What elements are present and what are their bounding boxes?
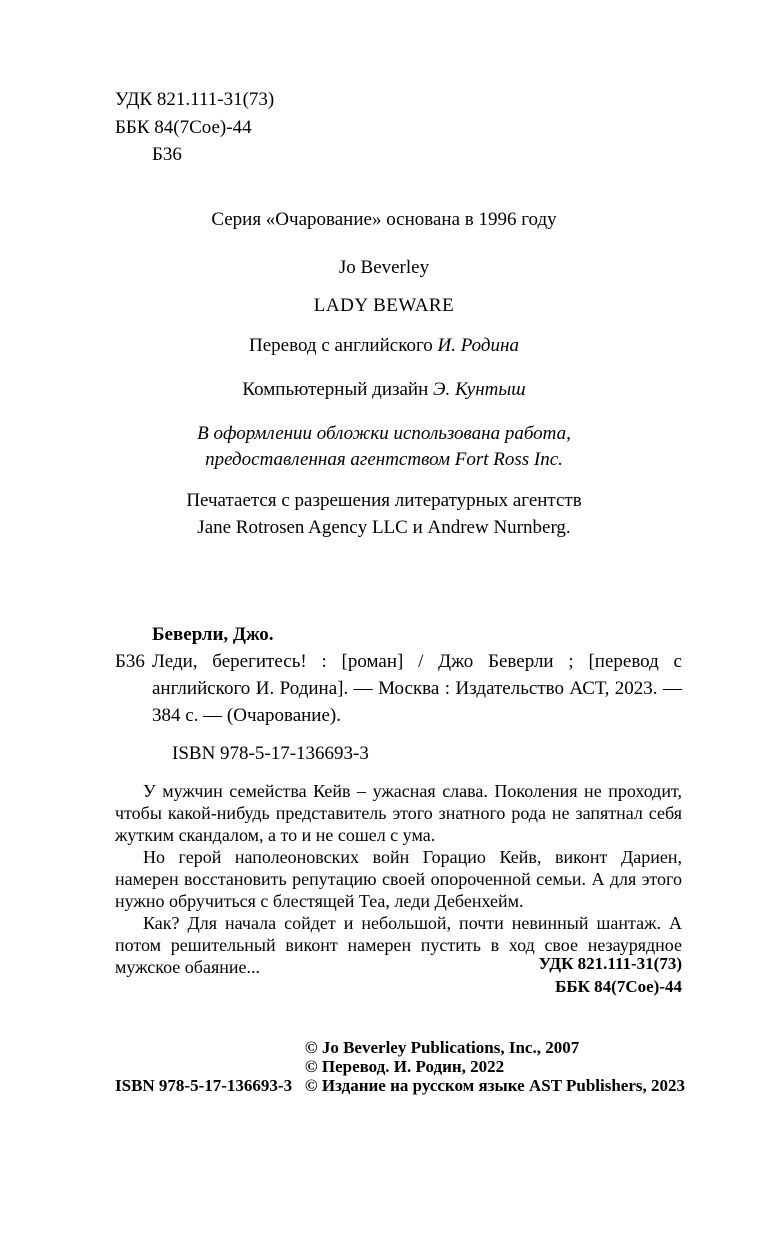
- annotation-paragraph: Но герой наполеоновских войн Горацио Кейв, виконт Дариен, намерен восстановить репутацию своей опороченной семьи. А для этого нужно обручиться с блестящей Теа, леди Дебенхейм.: [115, 847, 682, 911]
- designer-name: Э. Кунтыш: [433, 379, 526, 400]
- design-credit: [0, 379, 768, 401]
- annotation-paragraph: У мужчин семейства Кейв – ужасная слава. Поколения не проходит, чтобы какой-нибудь представитель этого знатного рода не запятнал себя жутким скандалом, а то и не сошел с ума.: [115, 781, 682, 845]
- udk-code: УДК 821.111-31(73): [115, 89, 275, 110]
- design-label: Компьютерный дизайн: [242, 379, 429, 400]
- author-sign-code: Б36: [152, 144, 182, 165]
- classification-codes-bottom: [539, 952, 682, 998]
- original-author: Jo Beverley: [338, 257, 430, 278]
- cover-art-note-line: В оформлении обложки использована работа,: [197, 423, 571, 444]
- translation-label: Перевод с английского: [249, 335, 433, 356]
- copyright-line: © Перевод. И. Родин, 2022: [304, 1057, 505, 1076]
- translation-credit: [0, 335, 768, 357]
- catalog-card: [115, 621, 682, 978]
- bbk-code: ББК 84(7Сое)-44: [115, 116, 252, 138]
- rights-note-line: Печатается с разрешения литературных агентств: [186, 490, 582, 511]
- copyright-lines: [305, 1038, 685, 1095]
- cover-art-note-line: предоставленная агентством Fort Ross Inc.: [205, 449, 563, 470]
- copyright-line: © Издание на русском языке AST Publishers, 2023: [304, 1076, 685, 1095]
- annotation: [115, 780, 682, 978]
- isbn-line: ISBN 978-5-17-136693-3: [172, 743, 369, 764]
- classification-codes: [115, 86, 274, 169]
- catalog-author-sign: Б36: [115, 651, 145, 672]
- original-title: LADY BEWARE: [313, 295, 455, 316]
- udk-code-bottom: УДК 821.111-31(73): [538, 954, 682, 973]
- cover-art-note: [0, 421, 768, 473]
- rights-note-line: Jane Rotrosen Agency LLC и Andrew Nurnberg.: [197, 517, 571, 538]
- series-note: Серия «Очарование» основана в 1996 году: [211, 209, 557, 230]
- translator-name: И. Родина: [437, 335, 519, 356]
- catalog-description: Леди, берегитесь! : [роман] / Джо Беверли ; [перевод с английского И. Родина]. — Москва : Издательство АСТ, 2023. — 384 с. — (Очарование).: [152, 651, 682, 726]
- catalog-entry: [115, 648, 682, 729]
- copyright-line: © Jo Beverley Publications, Inc., 2007: [304, 1038, 580, 1057]
- isbn-bottom: ISBN 978-5-17-136693-3: [115, 1076, 293, 1095]
- bbk-code-bottom: ББК 84(7Сое)-44: [555, 977, 682, 996]
- copyright-footer: [115, 1038, 685, 1095]
- annotation-paragraph: Как? Для начала сойдет и небольшой, почти невинный шантаж. А потом решительный виконт намерен пустить в ход свое незаурядное мужское обаяние...: [115, 913, 682, 977]
- catalog-author: Беверли, Джо.: [152, 624, 274, 645]
- rights-note: [0, 487, 768, 541]
